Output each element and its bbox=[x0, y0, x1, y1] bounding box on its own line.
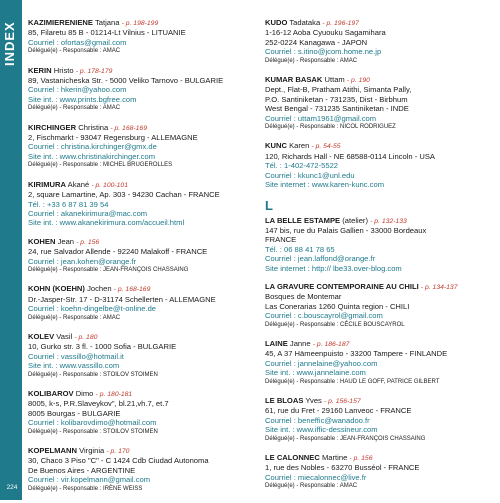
address-line: Las Conerarias 1260 Quinta region - CHILI bbox=[265, 301, 410, 311]
artist-surname: LA GRAVURE CONTEMPORAINE AU CHILI bbox=[265, 281, 419, 291]
artist-name-line bbox=[265, 18, 495, 28]
artist-entry bbox=[28, 446, 258, 494]
contact-link[interactable]: Courriel : beneffic@wanadoo.fr bbox=[265, 415, 370, 425]
artist-surname: KIRIMURA bbox=[28, 179, 66, 189]
artist-firstname: Jochen bbox=[87, 284, 112, 294]
delegate-line: Délégué(e) - Responsable : AMAC bbox=[28, 314, 121, 321]
page-reference: - p. 168-169 bbox=[110, 124, 147, 132]
artist-firstname: Akané bbox=[67, 179, 90, 189]
artist-entry bbox=[265, 339, 495, 387]
page-reference: - p. 190 bbox=[346, 77, 370, 85]
delegate-line: Délégué(e) - Responsable : JEAN-FRANÇOIS CHASSAING bbox=[28, 266, 189, 273]
contact-link[interactable]: Tél. : 06 88 41 78 65 bbox=[265, 244, 335, 254]
artist-firstname: Janne bbox=[289, 338, 311, 348]
address-line: 2, Fischmarkt - 93047 Regensburg - ALLEMAGNE bbox=[28, 133, 198, 143]
page-reference: - p. 54-55 bbox=[311, 143, 341, 151]
left-column bbox=[28, 18, 258, 503]
artist-entry bbox=[265, 141, 495, 189]
address-line: 2, square Lamartine, Ap. 303 - 94230 Cachan - FRANCE bbox=[28, 190, 220, 200]
index-sidebar bbox=[0, 0, 22, 500]
artist-firstname: Hristo bbox=[53, 65, 74, 75]
artist-entry bbox=[28, 66, 258, 114]
right-column-l-entries bbox=[265, 216, 495, 492]
artist-entry bbox=[265, 282, 495, 330]
address-line: 252-0224 Kanagawa - JAPON bbox=[265, 37, 368, 47]
artist-entry bbox=[28, 284, 258, 323]
address-line: 120, Richards Hall - NE 68588-0114 Lincoln - USA bbox=[265, 151, 435, 161]
artist-name-line bbox=[265, 339, 495, 349]
artist-surname: KOPELMANN bbox=[28, 446, 77, 456]
artist-name-line bbox=[28, 237, 258, 247]
artist-firstname: Vasil bbox=[56, 331, 73, 341]
contact-link[interactable]: Site int. : www.christinakirchinger.com bbox=[28, 151, 156, 161]
address-line: 1, rue des Nobles - 63270 Busséol - FRANCE bbox=[265, 463, 420, 473]
artist-firstname: Dimo bbox=[75, 389, 94, 398]
artist-surname: KOHN (KOEHN) bbox=[28, 284, 85, 294]
address-line: 8005, k-s, P.R.Slaveykov", bl.21,vh.7, et.7 bbox=[28, 399, 169, 409]
address-line: 147 bis, rue du Palais Gallien - 33000 Bordeaux bbox=[265, 225, 427, 235]
artist-entry bbox=[28, 237, 258, 276]
artist-name-line bbox=[28, 389, 258, 399]
artist-name-line bbox=[28, 66, 258, 76]
delegate-line: Délégué(e) - Responsable : AMAC bbox=[265, 57, 358, 64]
contact-link[interactable]: Courriel : c.bouscayrol@gmail.com bbox=[265, 311, 383, 321]
artist-surname: LE BLOAS bbox=[265, 396, 304, 405]
address-line: 85, Filaretu 85 B - 01214-Lt Vilnius - LITUANIE bbox=[28, 28, 186, 38]
page-reference: - p. 186-187 bbox=[312, 340, 350, 348]
page-reference: - p. 156 bbox=[76, 238, 100, 246]
page-reference: - p. 170 bbox=[106, 448, 130, 456]
contact-link[interactable]: Courriel : jannelaine@yahoo.com bbox=[265, 358, 378, 368]
artist-surname: KOLIBAROV bbox=[28, 389, 74, 398]
contact-link[interactable]: Site int. : www.akanekirimura.com/accueil.html bbox=[28, 218, 185, 228]
artist-name-line bbox=[28, 180, 258, 190]
contact-link[interactable]: Courriel : jean.kohen@orange.fr bbox=[28, 256, 137, 266]
artist-entry bbox=[28, 123, 258, 171]
artist-surname: KAZIMIERENIENE bbox=[28, 18, 93, 27]
artist-surname: LA BELLE ESTAMPE bbox=[265, 215, 341, 225]
artist-firstname: Christina bbox=[78, 122, 109, 132]
artist-surname: KUMAR BASAK bbox=[265, 75, 323, 85]
artist-entry bbox=[265, 75, 495, 132]
page-reference: - p. 180-181 bbox=[95, 391, 133, 398]
address-line: Dr.-Jasper-Str. 17 - D-31174 Schellerten - ALLEMAGNE bbox=[28, 294, 216, 304]
artist-firstname: Yves bbox=[305, 396, 322, 405]
contact-link[interactable]: Courriel : christina.kirchinger@gmx.de bbox=[28, 142, 157, 152]
artist-entry bbox=[28, 180, 258, 228]
address-line: 61, rue du Fret - 29160 Lanveoc - FRANCE bbox=[265, 406, 412, 416]
artist-firstname: Martine bbox=[321, 453, 348, 463]
artist-firstname: Tatjana bbox=[94, 18, 120, 27]
page-reference: - p. 156 bbox=[349, 455, 373, 463]
address-line: 30, Chaco 3 Piso "C" - C 1424 Cdb Ciudad Autonoma bbox=[28, 456, 209, 466]
contact-link[interactable]: Tél. : 1-402-472-5522 bbox=[265, 161, 339, 171]
contact-link[interactable]: Site int. : www.jannelaine.com bbox=[265, 368, 366, 378]
delegate-line: Délégué(e) - Responsable : AMAC bbox=[28, 48, 121, 55]
artist-entry bbox=[265, 18, 495, 66]
artist-surname: KUDO bbox=[265, 18, 288, 27]
artist-name-line bbox=[28, 284, 258, 294]
delegate-line: Délégué(e) - Responsable : NICOL RODRIGUEZ bbox=[265, 124, 396, 131]
section-letter-l: L bbox=[265, 197, 273, 213]
artist-name-line bbox=[265, 141, 495, 151]
delegate-line: Délégué(e) - Responsable : MICHEL BRUGEROLLES bbox=[28, 162, 173, 169]
contact-link[interactable]: Site int. : www.iffic-dessineur.com bbox=[265, 425, 378, 435]
delegate-line: Délégué(e) - Responsable : AMAC bbox=[265, 483, 358, 490]
artist-name-line bbox=[265, 75, 495, 85]
contact-link[interactable]: Courriel : jean.laffond@orange.fr bbox=[265, 254, 376, 264]
artist-name-line bbox=[28, 446, 258, 456]
address-line: West Bengal - 731235 Santiniketan - INDE bbox=[265, 104, 409, 114]
contact-link[interactable]: Courriel : kolibarovdimo@hotmail.com bbox=[28, 418, 157, 428]
artist-entry bbox=[28, 389, 258, 437]
address-line: P.O. Santiniketan - 731235, Dist - Birbhum bbox=[265, 94, 408, 104]
page-reference: - p. 196-197 bbox=[322, 20, 359, 27]
contact-link[interactable]: Courriel : akanekirimura@mac.com bbox=[28, 208, 148, 218]
artist-firstname: Jean bbox=[57, 236, 75, 246]
address-line: 89, Vastanicheska Str. - 5000 Veliko Tarnovo - BULGARIE bbox=[28, 76, 224, 86]
delegate-line: Délégué(e) - Responsable : STOILOV STOIMEN bbox=[28, 428, 158, 435]
contact-link[interactable]: Courriel : miecalonnec@live.fr bbox=[265, 472, 367, 482]
contact-link[interactable]: Courriel : ofortas@gmail.com bbox=[28, 37, 127, 47]
artist-name-line bbox=[265, 282, 495, 292]
address-line: 1-16-12 Aoba Cyuouku Sagamihara bbox=[265, 28, 386, 38]
artist-entry bbox=[28, 18, 258, 57]
artist-firstname: Uttam bbox=[324, 75, 345, 85]
contact-link[interactable]: Site internet : www.karen-kunc.com bbox=[265, 180, 385, 190]
address-line: Dept., Flat-B, Pratham Atithi, Simanta Pally, bbox=[265, 85, 412, 95]
page-reference: - p. 100-101 bbox=[91, 181, 128, 189]
delegate-line: Délégué(e) - Responsable : AMAC bbox=[28, 105, 121, 112]
artist-surname: KOHEN bbox=[28, 236, 56, 246]
artist-surname: LAINE bbox=[265, 338, 288, 348]
address-line: 24, rue Salvador Allende - 92240 Malakoff - FRANCE bbox=[28, 247, 208, 257]
index-label: INDEX bbox=[2, 21, 17, 67]
page-reference: - p. 168-169 bbox=[113, 286, 151, 294]
delegate-line: Délégué(e) - Responsable : JEAN-FRANÇOIS CHASSAING bbox=[265, 435, 426, 442]
contact-link[interactable]: Courriel : hkerin@yahoo.com bbox=[28, 85, 127, 95]
contact-link[interactable]: Courriel : uttam1961@gmail.com bbox=[265, 113, 377, 123]
page-reference: - p. 134-137 bbox=[420, 283, 458, 291]
page-reference: - p. 178-179 bbox=[75, 67, 113, 75]
artist-name-line bbox=[28, 332, 258, 342]
artist-surname: LE CALONNEC bbox=[265, 453, 320, 463]
artist-name-line bbox=[265, 396, 495, 406]
delegate-line: Délégué(e) - Responsable : CÉCILE BOUSCAYROL bbox=[265, 321, 405, 328]
delegate-line: Délégué(e) - Responsable : STOILOV STOIMEN bbox=[28, 371, 158, 378]
address-line: Bosques de Montemar bbox=[265, 292, 342, 302]
artist-surname: KOLEV bbox=[28, 331, 55, 341]
page-reference: - p. 156-157 bbox=[323, 398, 361, 405]
address-line: 10, Gurko str. 3 fl. - 1000 Sofia - BULGARIE bbox=[28, 342, 177, 352]
artist-name-line bbox=[28, 18, 258, 28]
address-line: 45, A 37 Hämeenpuisto - 33200 Tampere - FINLANDE bbox=[265, 349, 448, 359]
artist-name-line bbox=[265, 453, 495, 463]
address-line: 8005 Bourgas - BULGARIE bbox=[28, 408, 121, 418]
page-reference: - p. 180 bbox=[74, 333, 98, 341]
artist-firstname: (atelier) bbox=[342, 215, 368, 225]
artist-name-line bbox=[265, 216, 495, 226]
contact-link[interactable]: Site int. : www.vassillo.com bbox=[28, 361, 120, 371]
contact-link[interactable]: Courriel : vassillo@hotmail.it bbox=[28, 351, 124, 361]
artist-entry bbox=[265, 453, 495, 492]
page-number: 224 bbox=[6, 484, 18, 491]
right-column bbox=[265, 18, 495, 501]
artist-surname: KERIN bbox=[28, 65, 52, 75]
contact-link[interactable]: Courriel : koehn-dingelbe@t-online.de bbox=[28, 304, 157, 314]
contact-link[interactable]: Site int. : www.prints.bgfree.com bbox=[28, 94, 137, 104]
contact-link[interactable]: Courriel : s.itino@jcom.home.ne.jp bbox=[265, 47, 382, 57]
artist-name-line bbox=[28, 123, 258, 133]
contact-link[interactable]: Tél. : +33 6 87 81 39 54 bbox=[28, 199, 109, 209]
delegate-line: Délégué(e) - Responsable : HAUD LE GOFF, PATRICE GILBERT bbox=[265, 378, 440, 385]
address-line: De Buenos Aires - ARGENTINE bbox=[28, 465, 136, 475]
right-column-k-entries bbox=[265, 18, 495, 190]
artist-surname: KIRCHINGER bbox=[28, 122, 77, 132]
artist-firstname: Tadataka bbox=[289, 18, 321, 27]
contact-link[interactable]: Site internet : http:// lbe33.over-blog.com bbox=[265, 263, 402, 273]
contact-link[interactable]: Courriel : vir.kopelmann@gmail.com bbox=[28, 475, 151, 485]
artist-entry bbox=[265, 216, 495, 273]
artist-surname: KUNC bbox=[265, 141, 287, 151]
page-reference: - p. 132-133 bbox=[370, 217, 407, 225]
address-line: FRANCE bbox=[265, 235, 297, 245]
page-reference: - p. 198-199 bbox=[121, 20, 159, 27]
contact-link[interactable]: Courriel : kkunc1@unl.edu bbox=[265, 170, 355, 180]
artist-entry bbox=[28, 332, 258, 380]
artist-firstname: Karen bbox=[289, 141, 310, 151]
delegate-line: Délégué(e) - Responsable : IRÈNE WEISS bbox=[28, 485, 143, 492]
artist-entry bbox=[265, 396, 495, 444]
artist-firstname: Virginia bbox=[79, 446, 105, 456]
